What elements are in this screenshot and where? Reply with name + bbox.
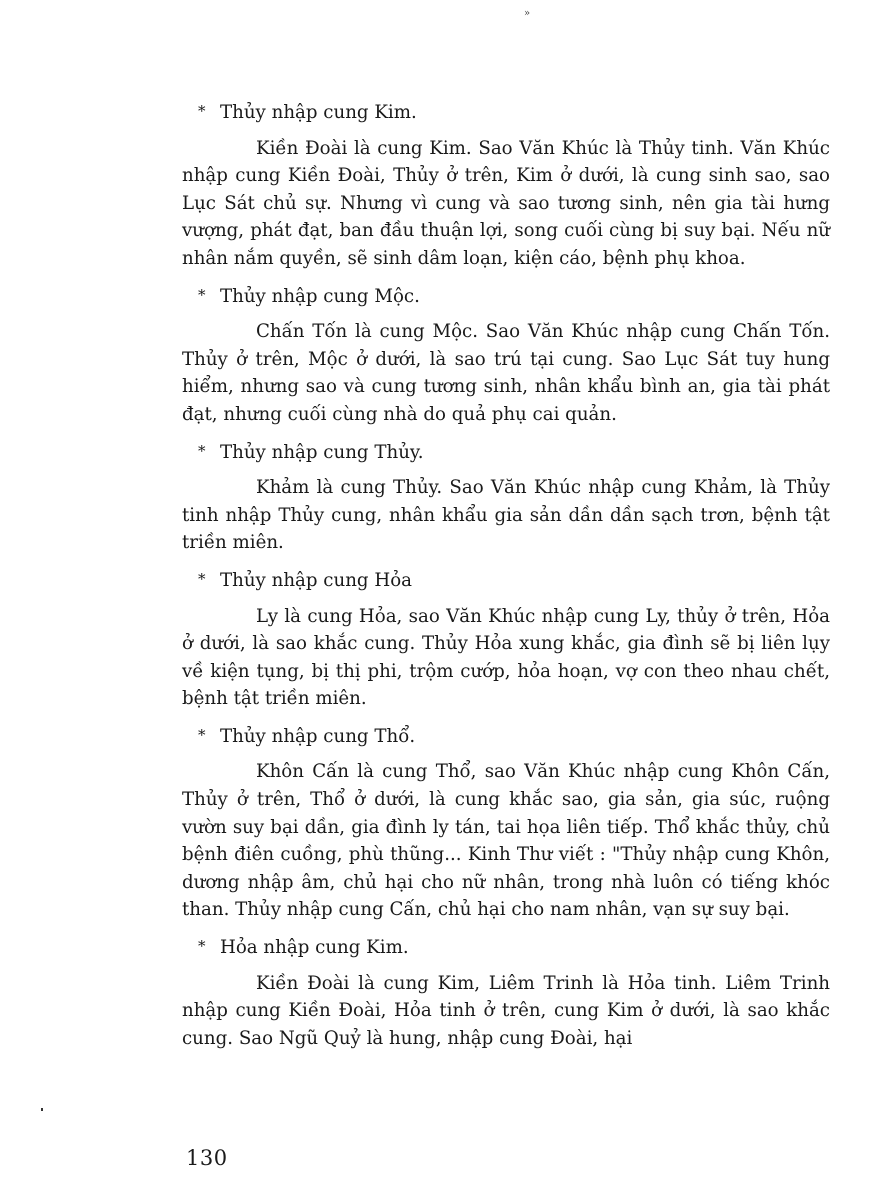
top-print-mark: » [524, 8, 531, 19]
page-text [182, 98, 830, 1061]
section-heading [182, 438, 830, 467]
section-heading [182, 566, 830, 595]
section-heading [182, 933, 830, 962]
bullet-mark: * [198, 441, 206, 460]
margin-speck [41, 1108, 43, 1111]
page-number: 130 [186, 1146, 228, 1170]
section-body: Ly là cung Hỏa, sao Văn Khúc nhập cung Ly, thủy ở trên, Hỏa ở dưới, là sao khắc cung. Thủy Hỏa xung khắc, gia đình sẽ bị liên lụy về kiện tụng, bị thị phi, trộm cướp, hỏa hoạn, vợ con theo nhau chết, bệnh tật triền miên. [182, 605, 830, 710]
section-body: Khảm là cung Thủy. Sao Văn Khúc nhập cung Khảm, là Thủy tinh nhập Thủy cung, nhân khẩu gia sản dần dần sạch trơn, bệnh tật triền miên. [182, 477, 830, 554]
heading-text: Thủy nhập cung Kim. [220, 102, 417, 123]
bullet-mark: * [198, 569, 206, 588]
section-body: Kiền Đoài là cung Kim, Liêm Trinh là Hỏa tinh. Liêm Trinh nhập cung Kiền Đoài, Hỏa tinh ở trên, cung Kim ở dưới, là sao khắc cung. Sao Ngũ Quỷ là hung, nhập cung Đoài, hại [182, 972, 830, 1049]
section-body: Khôn Cấn là cung Thổ, sao Văn Khúc nhập cung Khôn Cấn, Thủy ở trên, Thổ ở dưới, là cung khắc sao, gia sản, gia súc, ruộng vườn suy bại dần, gia đình ly tán, tai họa liên tiếp. Thổ khắc thủy, chủ bệnh điên cuồng, phù thũng... Kinh Thư viết : "Thủy nhập cung Khôn, dương nhập âm, chủ hại cho nữ nhân, trong nhà luôn có tiếng khóc than. Thủy nhập cung Cấn, chủ hại cho nam nhân, vạn sự suy bại. [182, 761, 830, 921]
bullet-mark: * [198, 937, 206, 956]
bullet-mark: * [198, 725, 206, 744]
bullet-mark: * [198, 102, 206, 120]
heading-text: Thủy nhập cung Mộc. [220, 285, 420, 307]
section-heading [182, 722, 830, 751]
heading-text: Thủy nhập cung Hỏa [220, 569, 412, 591]
bullet-mark: * [198, 285, 206, 304]
section-body: Kiền Đoài là cung Kim. Sao Văn Khúc là Thủy tinh. Văn Khúc nhập cung Kiền Đoài, Thủy ở trên, Kim ở dưới, là cung sinh sao, sao Lục Sát chủ sự. Nhưng vì cung và sao tương sinh, nên gia tài hưng vượng, phát đạt, ban đầu thuận lợi, song cuối cùng bị suy bại. Nếu nữ nhân nắm quyền, sẽ sinh dâm loạn, kiện cáo, bệnh phụ khoa. [182, 137, 830, 269]
section-heading [182, 282, 830, 311]
heading-text: Thủy nhập cung Thổ. [220, 725, 416, 747]
heading-text: Hỏa nhập cung Kim. [220, 937, 409, 959]
heading-text: Thủy nhập cung Thủy. [220, 441, 424, 463]
section-body: Chấn Tốn là cung Mộc. Sao Văn Khúc nhập cung Chấn Tốn. Thủy ở trên, Mộc ở dưới, là sao trú tại cung. Sao Lục Sát tuy hung hiểm, nhưng sao và cung tương sinh, nhân khẩu bình an, gia tài phát đạt, nhưng cuối cùng nhà do quả phụ cai quản. [182, 321, 830, 425]
section-heading [182, 98, 830, 127]
